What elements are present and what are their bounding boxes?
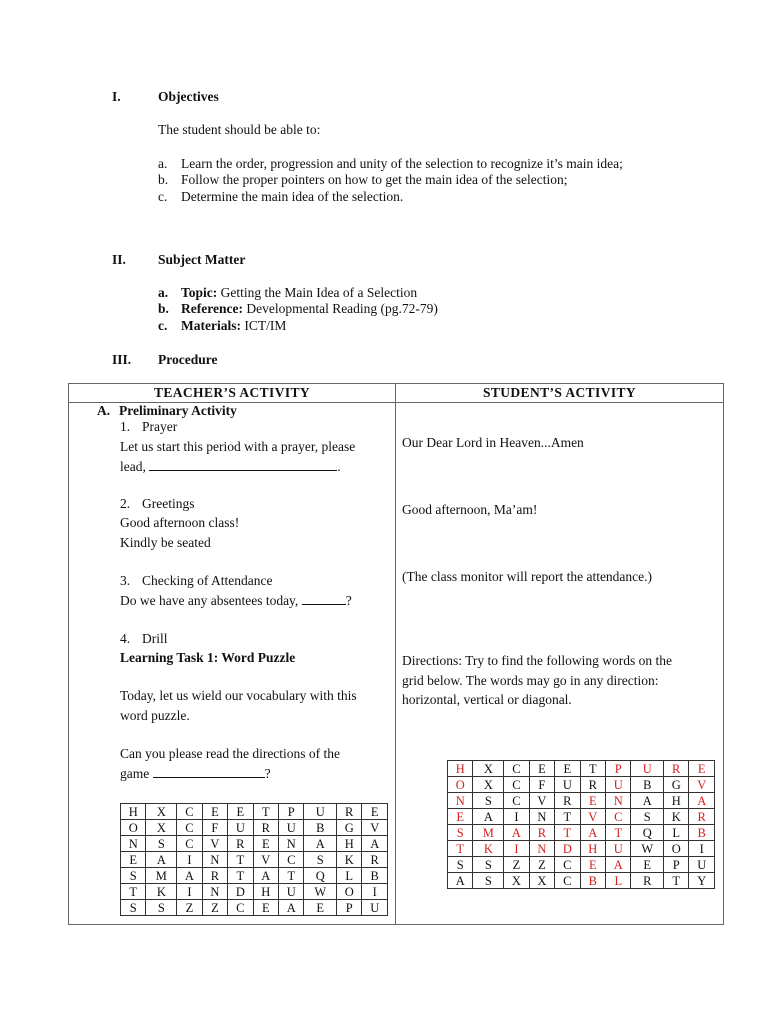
puzzle-cell: E — [529, 761, 554, 777]
puzzle-cell: V — [253, 852, 278, 868]
teacher-text: lead, . — [120, 459, 341, 474]
puzzle-cell: L — [337, 868, 362, 884]
puzzle-cell: C — [177, 820, 202, 836]
puzzle-cell: E — [253, 900, 278, 916]
objective-letter: c. — [158, 189, 168, 204]
puzzle-cell: E — [362, 804, 388, 820]
section-a-letter: A. — [97, 403, 111, 418]
teacher-text-fragment: Do we have any absentees today, — [120, 593, 299, 608]
puzzle-cell-highlighted: N — [448, 793, 473, 809]
section-a-title: Preliminary Activity — [119, 403, 237, 418]
puzzle-row — [448, 857, 715, 873]
puzzle-row — [121, 884, 388, 900]
objective-text: Determine the main idea of the selection. — [181, 189, 404, 204]
step-number: 4. — [120, 631, 131, 646]
puzzle-row — [121, 804, 388, 820]
step-number: 2. — [120, 496, 131, 511]
puzzle-cell: B — [362, 868, 388, 884]
step-title-greetings: Greetings — [142, 496, 195, 511]
subject-label: Materials: — [181, 318, 241, 333]
subject-item-topic — [181, 285, 417, 301]
puzzle-cell: R — [555, 793, 580, 809]
puzzle-cell: S — [146, 900, 177, 916]
learning-task-title: Learning Task 1: Word Puzzle — [120, 650, 296, 665]
puzzle-cell: N — [121, 836, 146, 852]
puzzle-cell: E — [121, 852, 146, 868]
puzzle-cell-highlighted: N — [529, 841, 554, 857]
objective-text: Follow the proper pointers on how to get the main idea of the selection; — [181, 172, 568, 187]
subject-item-materials — [181, 318, 286, 334]
puzzle-cell: S — [631, 809, 664, 825]
student-response: (The class monitor will report the attendance.) — [402, 569, 653, 584]
puzzle-cell: Q — [304, 868, 337, 884]
subject-label: Topic: — [181, 285, 218, 300]
puzzle-cell: R — [337, 804, 362, 820]
puzzle-cell: Z — [504, 857, 529, 873]
puzzle-cell-highlighted: B — [580, 873, 605, 889]
answer-blank — [149, 458, 337, 471]
puzzle-cell-highlighted: S — [448, 825, 473, 841]
puzzle-cell-highlighted: N — [606, 793, 631, 809]
puzzle-cell: U — [228, 820, 253, 836]
puzzle-cell: C — [555, 873, 580, 889]
subject-value: Developmental Reading (pg.72-79) — [246, 301, 438, 316]
teacher-text: word puzzle. — [120, 708, 190, 723]
answer-blank — [153, 765, 265, 778]
puzzle-cell: U — [279, 820, 304, 836]
puzzle-cell: S — [448, 857, 473, 873]
teacher-text-fragment: ? — [345, 593, 352, 608]
puzzle-cell: U — [555, 777, 580, 793]
puzzle-row — [121, 852, 388, 868]
puzzle-row — [448, 873, 715, 889]
puzzle-cell: A — [146, 852, 177, 868]
puzzle-cell: P — [664, 857, 689, 873]
student-response: Good afternoon, Ma’am! — [402, 502, 538, 517]
puzzle-cell: T — [121, 884, 146, 900]
puzzle-cell: S — [146, 836, 177, 852]
puzzle-cell-highlighted: U — [631, 761, 664, 777]
objectives-intro: The student should be able to: — [158, 122, 321, 137]
subject-item-reference — [181, 301, 438, 317]
teacher-text-fragment: game — [120, 766, 150, 781]
puzzle-cell: R — [362, 852, 388, 868]
puzzle-cell: Z — [202, 900, 227, 916]
puzzle-cell-highlighted: A — [504, 825, 529, 841]
puzzle-cell-highlighted: V — [580, 809, 605, 825]
puzzle-cell: S — [121, 868, 146, 884]
student-response: Our Dear Lord in Heaven...Amen — [402, 435, 584, 450]
puzzle-cell: T — [279, 868, 304, 884]
puzzle-cell: O — [337, 884, 362, 900]
puzzle-cell-highlighted: H — [580, 841, 605, 857]
puzzle-cell: H — [253, 884, 278, 900]
puzzle-cell: N — [202, 852, 227, 868]
puzzle-cell: V — [362, 820, 388, 836]
puzzle-cell: X — [473, 777, 504, 793]
puzzle-cell: N — [202, 884, 227, 900]
puzzle-cell: I — [177, 884, 202, 900]
puzzle-cell: I — [504, 809, 529, 825]
puzzle-cell-highlighted: R — [689, 809, 715, 825]
puzzle-cell: G — [664, 777, 689, 793]
teacher-text: Let us start this period with a prayer, please — [120, 439, 356, 454]
puzzle-cell: W — [304, 884, 337, 900]
puzzle-cell: Z — [529, 857, 554, 873]
puzzle-cell: E — [555, 761, 580, 777]
puzzle-cell: F — [529, 777, 554, 793]
subject-matter-title: Subject Matter — [158, 252, 246, 267]
objective-letter: b. — [158, 172, 169, 187]
subject-letter: a. — [158, 285, 169, 300]
subject-value: ICT/IM — [244, 318, 287, 333]
puzzle-cell: I — [689, 841, 715, 857]
puzzle-cell-highlighted: U — [606, 777, 631, 793]
puzzle-cell-highlighted: I — [504, 841, 529, 857]
puzzle-cell: P — [337, 900, 362, 916]
step-title-drill: Drill — [142, 631, 168, 646]
puzzle-row — [448, 841, 715, 857]
puzzle-cell: R — [228, 836, 253, 852]
puzzle-cell-highlighted: V — [689, 777, 715, 793]
puzzle-cell: B — [304, 820, 337, 836]
puzzle-cell: C — [504, 777, 529, 793]
puzzle-cell-highlighted: A — [580, 825, 605, 841]
puzzle-cell: Z — [177, 900, 202, 916]
puzzle-cell: X — [473, 761, 504, 777]
puzzle-cell: K — [146, 884, 177, 900]
puzzle-cell-highlighted: B — [689, 825, 715, 841]
puzzle-cell: C — [177, 804, 202, 820]
puzzle-cell: H — [121, 804, 146, 820]
puzzle-cell: U — [689, 857, 715, 873]
puzzle-cell: E — [631, 857, 664, 873]
puzzle-cell: X — [529, 873, 554, 889]
puzzle-cell: Y — [689, 873, 715, 889]
puzzle-cell: S — [473, 873, 504, 889]
puzzle-cell: A — [362, 836, 388, 852]
puzzle-cell: U — [362, 900, 388, 916]
puzzle-cell-highlighted: U — [606, 841, 631, 857]
student-directions: Directions: Try to find the following words on the — [402, 653, 672, 668]
puzzle-cell: E — [202, 804, 227, 820]
puzzle-cell: S — [121, 900, 146, 916]
puzzle-cell: O — [664, 841, 689, 857]
puzzle-cell-highlighted: E — [689, 761, 715, 777]
puzzle-cell-highlighted: E — [580, 793, 605, 809]
puzzle-row — [448, 793, 715, 809]
teacher-text: Good afternoon class! — [120, 515, 240, 530]
puzzle-cell: L — [664, 825, 689, 841]
puzzle-cell-highlighted: T — [606, 825, 631, 841]
puzzle-cell: X — [504, 873, 529, 889]
puzzle-cell-highlighted: L — [606, 873, 631, 889]
puzzle-cell: T — [253, 804, 278, 820]
subject-matter-numeral: II. — [112, 252, 126, 267]
puzzle-cell: P — [279, 804, 304, 820]
subject-letter: c. — [158, 318, 168, 333]
puzzle-cell-highlighted: T — [448, 841, 473, 857]
puzzle-cell: A — [253, 868, 278, 884]
puzzle-cell: O — [121, 820, 146, 836]
teacher-text-fragment: ? — [264, 766, 271, 781]
word-puzzle-grid — [120, 803, 388, 916]
puzzle-cell-highlighted: M — [473, 825, 504, 841]
puzzle-cell: I — [177, 852, 202, 868]
puzzle-cell: X — [146, 804, 177, 820]
puzzle-cell-highlighted: H — [448, 761, 473, 777]
puzzle-cell: S — [304, 852, 337, 868]
puzzle-cell: V — [202, 836, 227, 852]
teacher-text: Today, let us wield our vocabulary with this — [120, 688, 357, 703]
puzzle-cell: A — [448, 873, 473, 889]
puzzle-cell: A — [631, 793, 664, 809]
puzzle-cell: A — [177, 868, 202, 884]
student-directions: grid below. The words may go in any direction: — [402, 673, 659, 688]
puzzle-row — [121, 900, 388, 916]
step-title-prayer: Prayer — [142, 419, 178, 434]
puzzle-cell: T — [228, 868, 253, 884]
student-directions: horizontal, vertical or diagonal. — [402, 692, 572, 707]
puzzle-cell: A — [279, 900, 304, 916]
puzzle-cell: R — [202, 868, 227, 884]
subject-label: Reference: — [181, 301, 243, 316]
puzzle-cell: C — [228, 900, 253, 916]
puzzle-cell-highlighted: R — [664, 761, 689, 777]
puzzle-cell-highlighted: A — [606, 857, 631, 873]
objective-text: Learn the order, progression and unity of the selection to recognize it’s main idea; — [181, 156, 623, 171]
puzzle-cell-highlighted: R — [529, 825, 554, 841]
puzzle-cell: T — [228, 852, 253, 868]
puzzle-cell: N — [279, 836, 304, 852]
puzzle-cell: K — [337, 852, 362, 868]
puzzle-cell-highlighted: P — [606, 761, 631, 777]
puzzle-cell: S — [473, 793, 504, 809]
puzzle-cell: E — [253, 836, 278, 852]
puzzle-cell: W — [631, 841, 664, 857]
teacher-text — [120, 592, 352, 609]
step-number: 3. — [120, 573, 131, 588]
puzzle-cell: A — [304, 836, 337, 852]
puzzle-cell: G — [337, 820, 362, 836]
puzzle-cell: R — [580, 777, 605, 793]
teacher-text-fragment: lead, — [120, 459, 146, 474]
puzzle-cell-highlighted: C — [606, 809, 631, 825]
procedure-title: Procedure — [158, 352, 218, 367]
puzzle-row — [448, 825, 715, 841]
step-title-attendance: Checking of Attendance — [142, 573, 273, 588]
puzzle-cell-highlighted: K — [473, 841, 504, 857]
puzzle-cell: A — [473, 809, 504, 825]
puzzle-cell: T — [580, 761, 605, 777]
teacher-activity-header: TEACHER’S ACTIVITY — [153, 385, 311, 400]
puzzle-cell: R — [253, 820, 278, 836]
puzzle-row — [448, 777, 715, 793]
teacher-text: Kindly be seated — [120, 535, 211, 550]
puzzle-cell: T — [555, 809, 580, 825]
puzzle-cell: Q — [631, 825, 664, 841]
word-puzzle-answer-grid — [447, 760, 715, 889]
puzzle-row — [121, 820, 388, 836]
puzzle-cell-highlighted: T — [555, 825, 580, 841]
objective-letter: a. — [158, 156, 168, 171]
puzzle-cell: C — [279, 852, 304, 868]
procedure-numeral: III. — [112, 352, 132, 367]
puzzle-cell: V — [529, 793, 554, 809]
answer-blank — [302, 592, 346, 605]
puzzle-cell: U — [279, 884, 304, 900]
puzzle-cell: S — [473, 857, 504, 873]
puzzle-cell: H — [664, 793, 689, 809]
objectives-numeral: I. — [112, 89, 121, 104]
teacher-text: Can you please read the directions of the — [120, 746, 341, 761]
puzzle-row — [448, 761, 715, 777]
puzzle-cell-highlighted: E — [580, 857, 605, 873]
puzzle-cell-highlighted: O — [448, 777, 473, 793]
puzzle-cell: H — [337, 836, 362, 852]
puzzle-cell: C — [504, 793, 529, 809]
puzzle-cell: T — [664, 873, 689, 889]
puzzle-row — [121, 868, 388, 884]
puzzle-row — [121, 836, 388, 852]
puzzle-cell: E — [304, 900, 337, 916]
puzzle-cell-highlighted: E — [448, 809, 473, 825]
puzzle-cell: K — [664, 809, 689, 825]
puzzle-cell: M — [146, 868, 177, 884]
objectives-title: Objectives — [158, 89, 219, 104]
puzzle-cell: C — [555, 857, 580, 873]
puzzle-cell-highlighted: D — [555, 841, 580, 857]
column-divider — [395, 384, 396, 924]
puzzle-cell: N — [529, 809, 554, 825]
subject-letter: b. — [158, 301, 169, 316]
puzzle-cell: C — [504, 761, 529, 777]
puzzle-cell: X — [146, 820, 177, 836]
subject-value: Getting the Main Idea of a Selection — [220, 285, 418, 300]
puzzle-cell: C — [177, 836, 202, 852]
puzzle-row — [448, 809, 715, 825]
step-number: 1. — [120, 419, 131, 434]
puzzle-cell: E — [228, 804, 253, 820]
puzzle-cell: D — [228, 884, 253, 900]
student-activity-header: STUDENT’S ACTIVITY — [482, 385, 637, 400]
puzzle-cell: U — [304, 804, 337, 820]
puzzle-cell: I — [362, 884, 388, 900]
teacher-text — [120, 765, 271, 782]
puzzle-cell-highlighted: A — [689, 793, 715, 809]
puzzle-cell: R — [631, 873, 664, 889]
puzzle-cell: F — [202, 820, 227, 836]
puzzle-cell: B — [631, 777, 664, 793]
